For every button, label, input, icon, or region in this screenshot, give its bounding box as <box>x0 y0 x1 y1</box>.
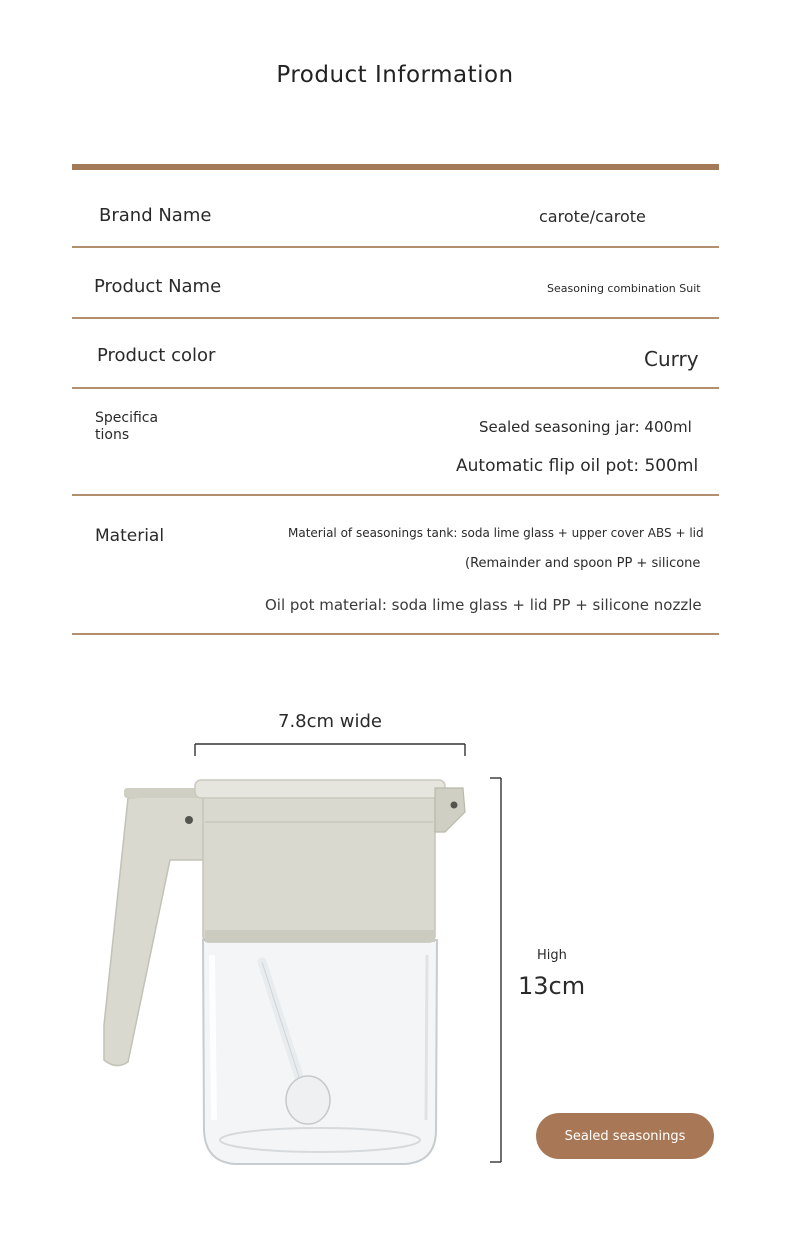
brand-name-value: carote/carote <box>539 207 646 226</box>
sealed-seasonings-badge: Sealed seasonings <box>536 1113 714 1159</box>
product-name-value: Seasoning combination Suit <box>547 282 701 295</box>
material-value-remainder: (Remainder and spoon PP + silicone <box>465 556 701 571</box>
product-color-value: Curry <box>644 347 699 371</box>
spec-value-jar: Sealed seasoning jar: 400ml <box>479 418 692 436</box>
product-color-label: Product color <box>97 345 216 366</box>
material-value-tank: Material of seasonings tank: soda lime glass + upper cover ABS + lid <box>288 526 704 540</box>
product-name-label: Product Name <box>94 276 222 297</box>
height-dimension-bracket <box>490 778 501 1162</box>
specifications-label-line2: tions <box>95 427 130 443</box>
width-dimension-bracket <box>195 744 465 756</box>
specifications-label-line1: Specifica <box>95 410 159 426</box>
spec-value-oil-pot: Automatic flip oil pot: 500ml <box>456 456 699 476</box>
brand-name-label: Brand Name <box>99 205 212 226</box>
jar-handle <box>104 788 216 1066</box>
glass-jar <box>203 940 437 1164</box>
material-label: Material <box>95 526 165 546</box>
jar-lid <box>195 780 465 942</box>
height-value: 13cm <box>518 972 586 1000</box>
page-title: Product Information <box>276 62 514 88</box>
width-dimension-label: 7.8cm wide <box>278 711 383 732</box>
height-caption: High <box>537 948 567 963</box>
material-value-oil-pot: Oil pot material: soda lime glass + lid PP + silicone nozzle <box>265 596 702 614</box>
